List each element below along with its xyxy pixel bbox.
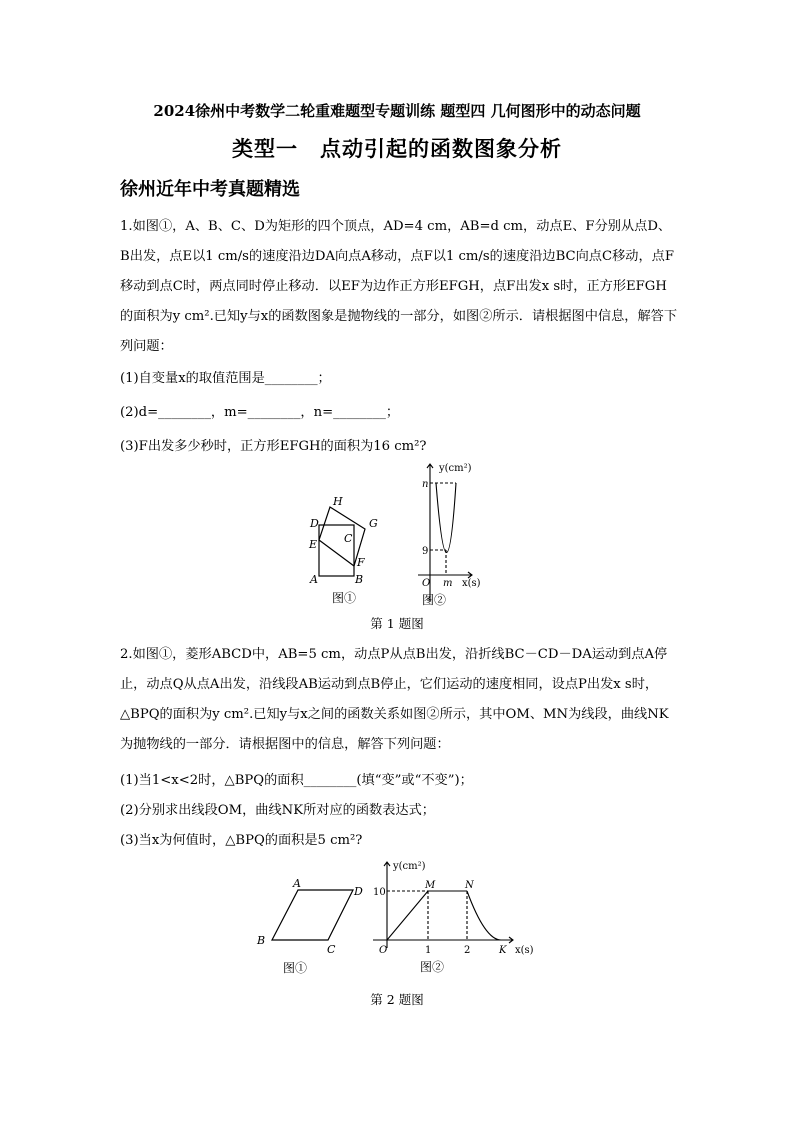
label-m: M bbox=[425, 880, 436, 891]
problem-2-stem: 2.如图①，菱形ABCD中，AB=5 cm，动点P从点B出发，沿折线BC－CD－DA运动到点A停止，动点Q从点A出发，沿线段AB运动到点B停止，它们运动的速度相同，设点P出发x s时，△BPQ的面积为y cm².已知y与x之间的函数关系如图②所示，其中OM、MN为线段，曲线NK为抛物线的一部分．请根据图中的信息，解答下列问题： bbox=[120, 647, 669, 752]
label-h: H bbox=[333, 495, 343, 508]
problem-2-question-1: (1)当1<x<2时，△BPQ的面积________(填“变”或“不变”)； bbox=[120, 773, 473, 788]
figure-1-label: 图① bbox=[332, 591, 357, 605]
problem-1-figure-2 bbox=[410, 462, 500, 612]
label-f: F bbox=[357, 556, 365, 569]
problem-1-question-1: (1)自变量x的取值范围是________； bbox=[120, 371, 331, 386]
figure-2-label: 图② bbox=[420, 960, 445, 974]
label-b: B bbox=[257, 934, 266, 947]
figure-2-label: 图② bbox=[422, 593, 447, 607]
problem-2-figure-2 bbox=[365, 858, 545, 980]
problem-1-question-3: (3)F出发多少秒时，正方形EFGH的面积为16 cm²? bbox=[120, 439, 427, 454]
problem-1-caption: 第 1 题图 bbox=[370, 616, 424, 631]
label-c: C bbox=[344, 532, 353, 545]
label-2: 2 bbox=[464, 945, 471, 956]
segment-om bbox=[387, 891, 428, 940]
document-title: 2024徐州中考数学二轮重难题型专题训练 题型四 几何图形中的动态问题 bbox=[153, 102, 641, 120]
problem-1-figure-1 bbox=[300, 490, 390, 610]
problem-2-caption: 第 2 题图 bbox=[370, 992, 424, 1007]
label-1: 1 bbox=[425, 945, 432, 956]
label-10: 10 bbox=[373, 887, 386, 898]
problem-1-stem: 1.如图①，A、B、C、D为矩形的四个顶点，AD=4 cm，AB=d cm，动点E、F分别从点D、B出发，点E以1 cm/s的速度沿边DA向点A移动，点F以1 cm/s的速度沿边BC向点C移动，点F移动到点C时，两点同时停止移动．以EF为边作正方形EFGH，点F出发x s时，正方形EFGH的面积为y cm².已知y与x的函数图象是抛物线的一部分，如图②所示．请根据图中信息，解答下列问题： bbox=[120, 219, 678, 354]
label-d: D bbox=[310, 517, 319, 530]
x-axis-label: x(s) bbox=[462, 578, 481, 589]
rhombus-abcd bbox=[272, 890, 353, 940]
y-axis-label: y(cm²) bbox=[393, 861, 426, 872]
label-a: A bbox=[310, 573, 318, 586]
problem-1-question-2: (2)d=________，m=________，n=________； bbox=[120, 405, 400, 420]
section-heading: 徐州近年中考真题精选 bbox=[120, 179, 300, 200]
label-o: O bbox=[379, 945, 388, 956]
label-g: G bbox=[369, 517, 378, 530]
label-c: C bbox=[327, 943, 336, 956]
label-n: N bbox=[465, 880, 474, 891]
label-m: m bbox=[443, 578, 453, 589]
problem-2-question-3: (3)当x为何值时，△BPQ的面积是5 cm²? bbox=[120, 833, 363, 848]
problem-2-figure-1 bbox=[250, 872, 370, 982]
label-b: B bbox=[355, 573, 364, 586]
label-a: A bbox=[293, 877, 301, 890]
figure-1-label: 图① bbox=[283, 961, 308, 975]
x-axis-label: x(s) bbox=[515, 945, 534, 956]
label-o: O bbox=[422, 578, 431, 589]
label-d: D bbox=[354, 885, 363, 898]
label-e: E bbox=[309, 538, 318, 551]
label-n: n bbox=[422, 479, 429, 490]
parabola-curve bbox=[436, 483, 456, 553]
problem-2-question-2: (2)分别求出线段OM，曲线NK所对应的函数表达式； bbox=[120, 803, 435, 818]
curve-nk bbox=[467, 891, 501, 940]
label-9: 9 bbox=[422, 546, 429, 557]
type-heading: 类型一 点动引起的函数图象分析 bbox=[232, 136, 562, 161]
label-k: K bbox=[499, 945, 507, 956]
y-axis-label: y(cm²) bbox=[439, 463, 472, 474]
